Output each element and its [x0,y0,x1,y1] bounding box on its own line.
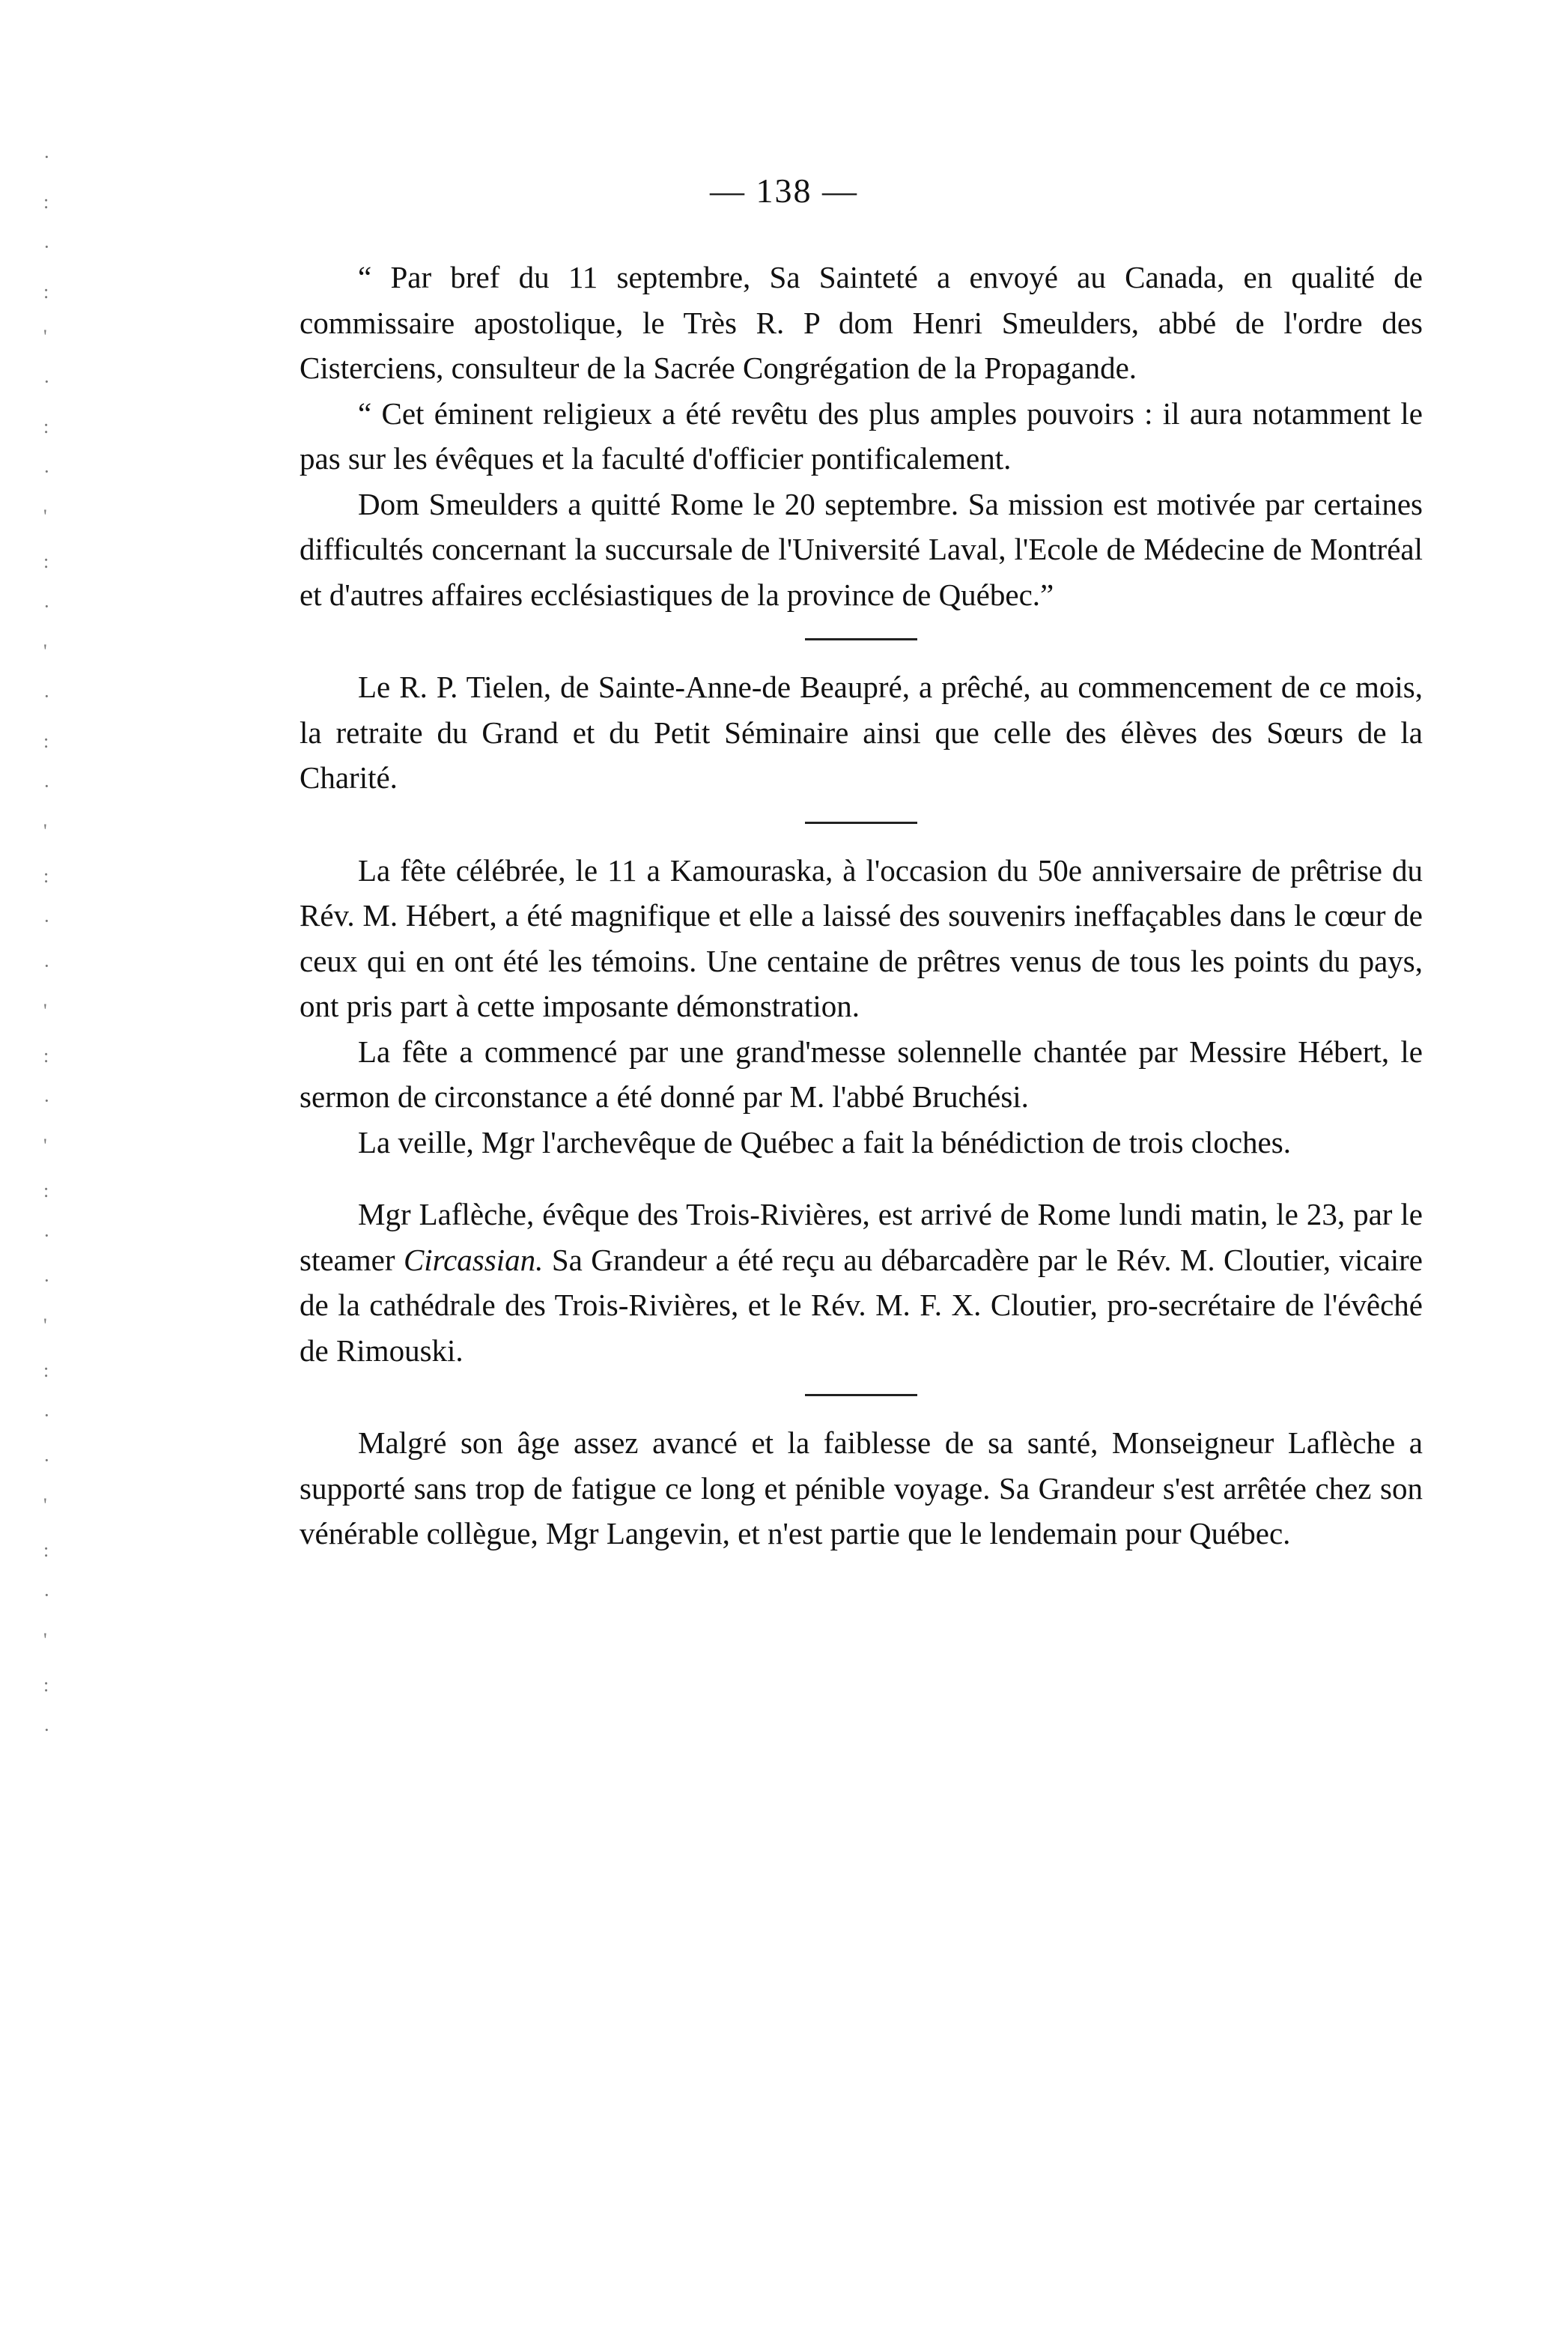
arrival-text: Mgr Laflèche, évêque des Trois-Rivières, est arrivé de Rome lundi matin, le 23, par le steamer [300,1197,1423,1277]
paragraph-mass: La fête a commencé par une grand'messe solennelle chantée par Messire Hébert, le sermon de circonstance a été donné par M. l'abbé Bruchési. [300,1034,1423,1114]
page-number: — 138 — [710,172,858,210]
paragraph-anniversary: La fête célébrée, le 11 a Kamouraska, à l'occasion du 50e anniversaire de prêtrise du Rév. M. Hébert, a été magnifique et elle a laissé des souvenirs ineffaçables dans le cœur de ceux qui en ont été les témoins. Une centaine de prêtres venus de tous les points du pays, ont pris part à cette imposante démonstration. [300,852,1423,1023]
paragraph-retreat: Le R. P. Tielen, de Sainte-Anne-de Beaupré, a prêché, au commencement de ce mois, la retraite du Grand et du Petit Séminaire ainsi que celle des élèves des Sœurs de la Charité. [300,670,1423,795]
paragraph-powers: “ Cet éminent religieux a été revêtu des plus amples pouvoirs : il aura notamment le pas sur les évêques et la faculté d'officier pontificalement. [300,395,1423,476]
section-gap [300,1165,1423,1192]
section-divider [805,822,917,824]
paragraph-mission: Dom Smeulders a quitté Rome le 20 septembre. Sa mission est motivée par certaines difficultés concernant la succursale de l'Université Laval, l'Ecole de Médecine de Montréal et d'autres affaires ecclésiastiques de la province de Québec.” [300,486,1423,612]
paragraph-papal-brief: “ Par bref du 11 septembre, Sa Sainteté a envoyé au Canada, en qualité de commissaire apostolique, le Très R. P dom Henri Smeulders, abbé de l'ordre des Cisterciens, consulteur de la Sacrée Congrégation de la Propagande. [300,260,1423,385]
paragraph-bells: La veille, Mgr l'archevêque de Québec a fait la bénédiction de trois cloches. [358,1124,1291,1160]
paragraph-voyage: Malgré son âge assez avancé et la faiblesse de sa santé, Monseigneur Laflèche a supporté sans trop de fatigue ce long et pénible voyage. Sa Grandeur s'est arrêtée chez son vénérable collègue, Mgr Langevin, et n'est partie que le lendemain pour Québec. [300,1425,1423,1551]
arrival-text-continued: Sa Grandeur a été reçu au débarcadère par le Rév. M. Cloutier, vicaire de la cathédrale des Trois-Rivières, et le Rév. M. F. X. Cloutier, pro-secrétaire de l'évêché de Rimouski. [300,1242,1423,1368]
section-divider [805,638,917,640]
margin-speckles: · : · : ' · : · ' : · ' · : · ' : · · ' : · ' : · · ' : · · ' : · ' : · [43,146,50,1741]
page-body [300,255,1423,1556]
steamer-name: Circassian. [403,1242,544,1277]
paragraph-lafleche-arrival [300,1192,1423,1373]
section-divider [805,1394,917,1396]
